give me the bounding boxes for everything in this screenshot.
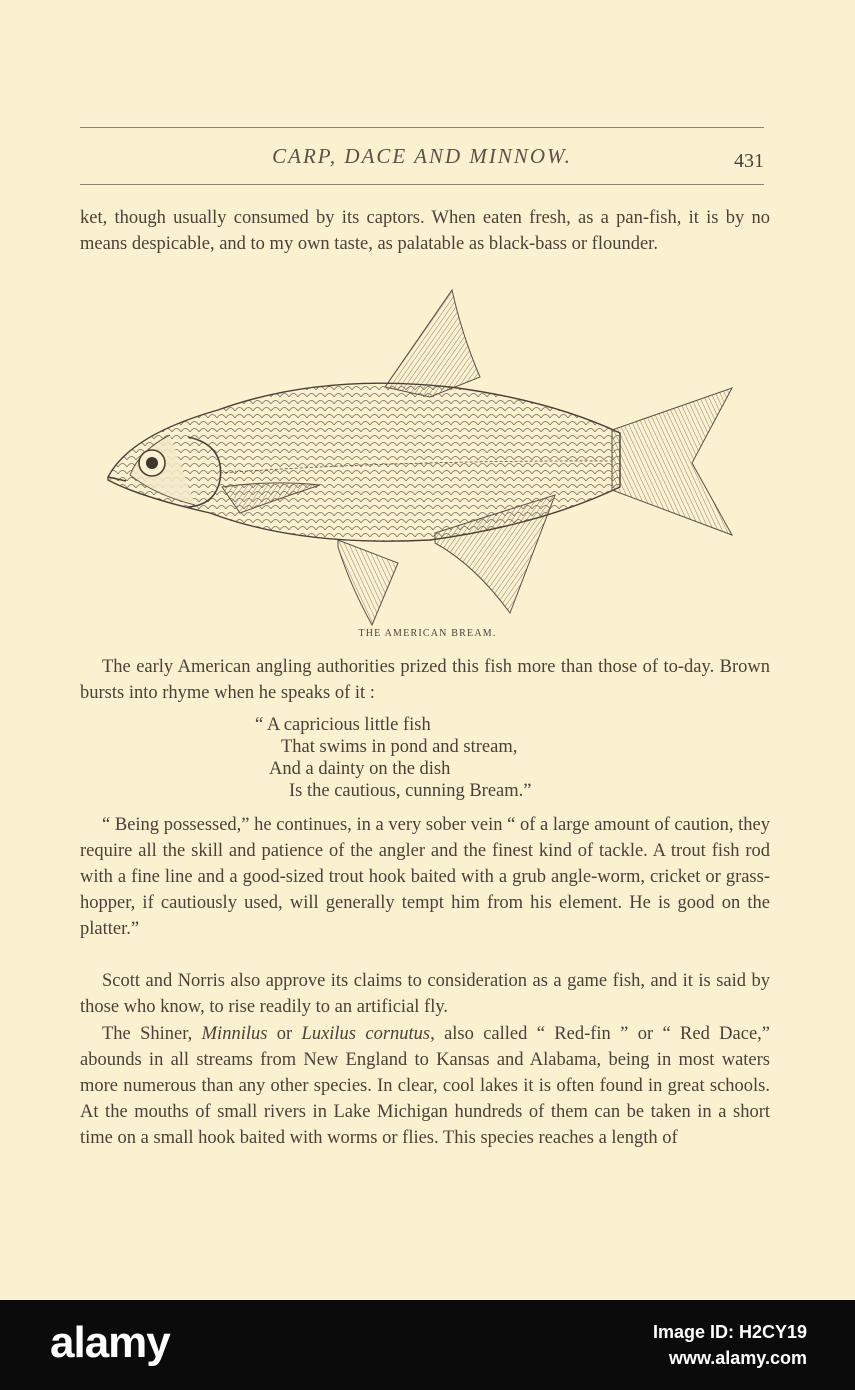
scientific-name-minnilus: Minnilus [201,1024,268,1044]
p5-rest: also called “ Red-fin ” or “ Red Dace,” abounds in all streams from New England to Kansas and Alabama, being in most waters more numerous than any other species. In clear, cool lakes it is often found in great schools. At the mouths of small rivers in Lake Michigan hundreds of them can be taken in a short time on a small hook baited with worms or flies. This species reaches a length of [80,1024,770,1148]
paragraph-3: “ Being possessed,” he continues, in a very sober vein “ of a large amount of caution, they require all the skill and patience of the angler and the finest kind of tackle. A trout fish rod with a fine line and a good-sized trout hook baited with a grub angle-worm, cricket or grass-hopper, if cautiously used, will generally tempt him from his element. He is good on the platter.” [80,815,770,939]
p5-intro: The Shiner, [102,1024,202,1044]
dorsal-fin [385,290,480,397]
scientific-name-luxilus: Luxilus cornutus, [301,1024,435,1044]
image-id: Image ID: H2CY19 [652,1322,807,1342]
site-url: www.alamy.com [668,1348,807,1368]
paragraph-5 [80,1021,770,1151]
poem-line-3: And a dainty on the dish [269,759,451,779]
poem-block [255,714,655,802]
alamy-logo: alamy [50,1318,170,1367]
paragraph-2: The early American angling authorities prized this fish more than those of to-day. Brown bursts into rhyme when he speaks of it : [80,657,770,703]
paragraph-1: ket, though usually consumed by its captors. When eaten fresh, as a pan-fish, it is by no means despicable, and to my own taste, as palatable as black-bass or flounder. [80,208,770,254]
running-head: CARP, DACE AND MINNOW. [272,144,572,168]
figure-caption: THE AMERICAN BREAM. [358,628,497,639]
tail-fin [612,388,732,535]
p5-or: or [267,1024,302,1044]
poem-line-1: “ A capricious little fish [255,715,431,735]
header-rule-bottom [80,184,764,185]
pelvic-fin [338,540,398,625]
poem-line-2: That swims in pond and stream, [281,737,518,757]
paragraph-4: Scott and Norris also approve its claims to consideration as a game fish, and it is said by those who know, to rise readily to an artificial fly. [80,971,770,1017]
page-number: 431 [734,150,764,172]
bream-illustration [100,285,740,630]
poem-line-4: Is the cautious, cunning Bream.” [289,781,532,801]
watermark-footer [0,1300,855,1390]
header-rule-top [80,127,764,128]
